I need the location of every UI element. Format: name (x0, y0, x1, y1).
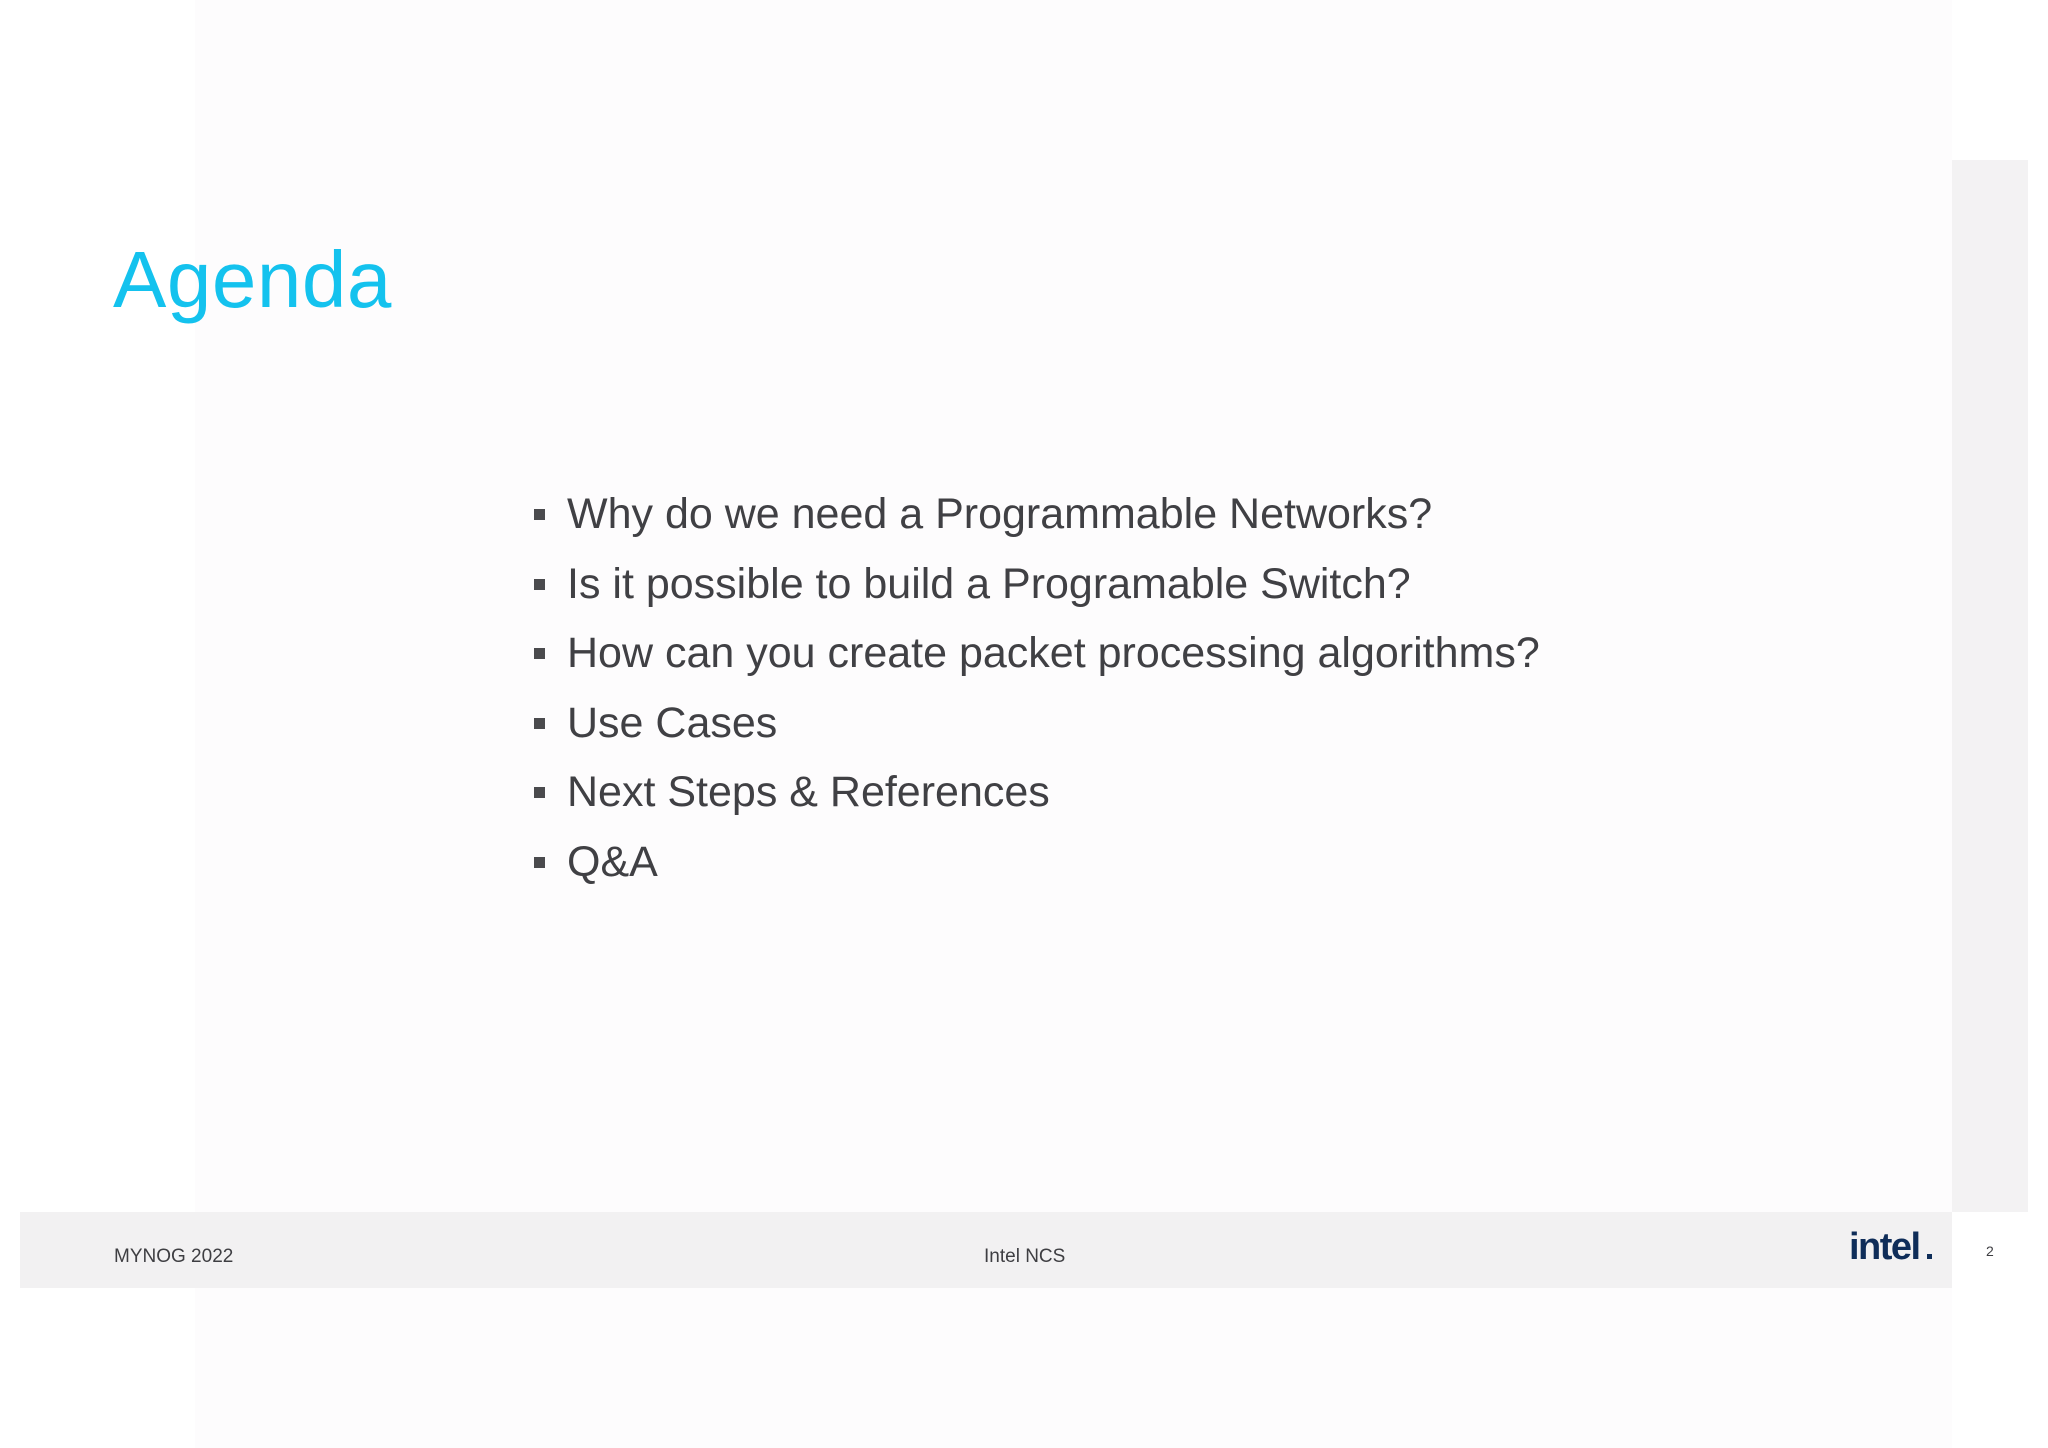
square-bullet-icon (534, 787, 545, 798)
agenda-item-label: Use Cases (567, 698, 778, 747)
square-bullet-icon (534, 857, 545, 868)
logo-wordmark: intel (1849, 1228, 1920, 1268)
agenda-item (534, 550, 1540, 620)
square-bullet-icon (534, 509, 545, 520)
footer-event-label: MYNOG 2022 (114, 1246, 234, 1267)
agenda-item-label: Is it possible to build a Programable Switch? (567, 559, 1411, 608)
agenda-item (534, 758, 1540, 828)
agenda-item-label: Next Steps & References (567, 768, 1050, 817)
agenda-item-label: Why do we need a Programmable Networks? (567, 490, 1433, 539)
agenda-list (534, 480, 1540, 897)
square-bullet-icon (534, 718, 545, 729)
agenda-item-label: How can you create packet processing algorithms? (567, 629, 1540, 678)
square-bullet-icon (534, 648, 545, 659)
agenda-item (534, 828, 1540, 898)
square-bullet-icon (534, 579, 545, 590)
agenda-item (534, 619, 1540, 689)
agenda-item (534, 689, 1540, 759)
footer-presenter-label: Intel NCS (984, 1246, 1066, 1267)
intel-logo (1849, 1228, 1934, 1268)
slide-title: Agenda (113, 235, 392, 324)
right-gutter (1952, 160, 2028, 1212)
agenda-item-label: Q&A (567, 837, 658, 886)
logo-dot (1927, 1254, 1932, 1259)
agenda-item (534, 480, 1540, 550)
page-number: 2 (1986, 1243, 1994, 1259)
